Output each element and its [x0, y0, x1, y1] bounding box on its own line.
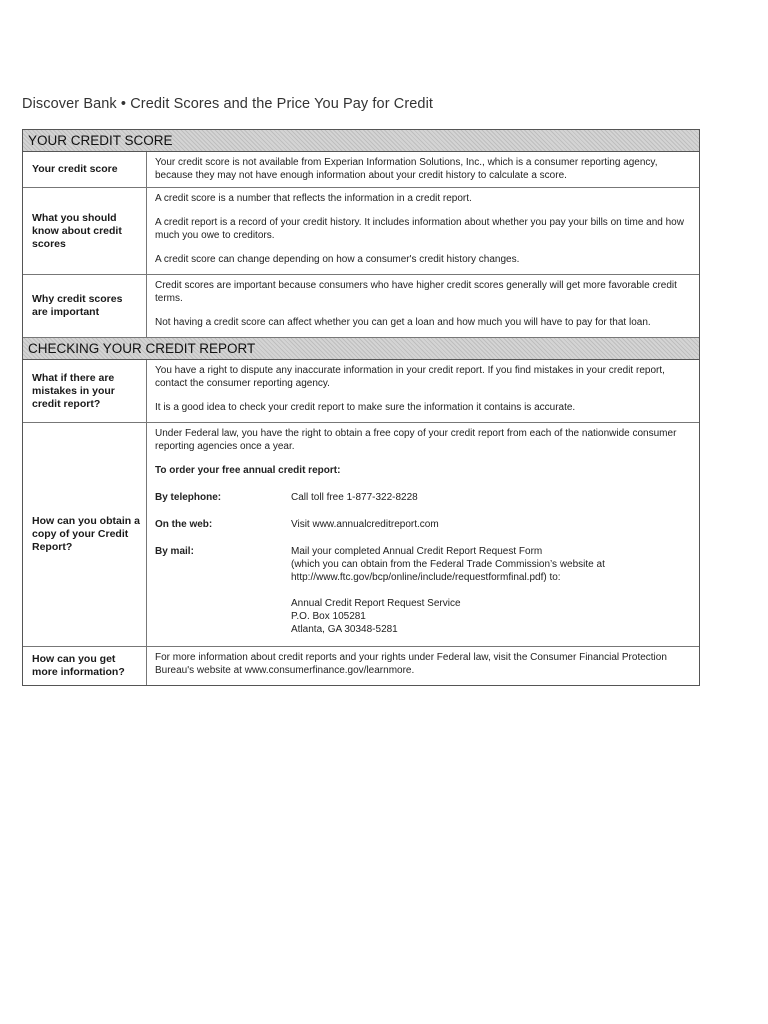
- row-content: [147, 647, 699, 685]
- table-row: [23, 423, 699, 647]
- row-content: [147, 188, 699, 274]
- paragraph: It is a good idea to check your credit report to make sure the information it contains is accurate.: [155, 402, 576, 413]
- row-content: [147, 360, 699, 422]
- mail-address: Atlanta, GA 30348-5281: [291, 624, 398, 635]
- table-row: [23, 360, 699, 423]
- paragraph: You have a right to dispute any inaccurate information in your credit report. If you find mistakes in your credit report, contact the consumer reporting agency.: [155, 365, 665, 389]
- web-address: Visit www.annualcreditreport.com: [291, 519, 439, 530]
- mail-text: (which you can obtain from the Federal Trade Commission’s website at: [291, 559, 605, 570]
- mail-text: http://www.ftc.gov/bcp/online/include/requestformfinal.pdf) to:: [291, 572, 561, 583]
- table-row: [23, 275, 699, 338]
- paragraph: A credit score can change depending on how a consumer's credit history changes.: [155, 254, 520, 265]
- row-content: [147, 275, 699, 337]
- phone-number: Call toll free 1-877-322-8228: [291, 492, 418, 503]
- method-label: On the web:: [155, 519, 213, 530]
- table-row: [23, 647, 699, 685]
- row-label: How can you get more information?: [23, 647, 147, 685]
- mail-line: [155, 545, 691, 636]
- row-label: Why credit scores are important: [23, 275, 147, 337]
- web-line: [155, 518, 691, 531]
- row-content: [147, 152, 699, 187]
- paragraph: Not having a credit score can affect whether you can get a loan and how much you will have to pay for that loan.: [155, 317, 651, 328]
- page-title: Discover Bank • Credit Scores and the Price You Pay for Credit: [22, 96, 434, 112]
- mail-address: P.O. Box 105281: [291, 611, 366, 622]
- paragraph: Your credit score is not available from Experian Information Solutions, Inc., which is a consumer reporting agency, because they may not have enough information about your credit history to calculate a score.: [155, 157, 658, 181]
- mail-address: Annual Credit Report Request Service: [291, 598, 461, 609]
- method-label: By mail:: [155, 546, 194, 557]
- order-heading: To order your free annual credit report:: [155, 465, 341, 476]
- disclosure-table: [22, 129, 700, 686]
- section-header-credit-score: YOUR CREDIT SCORE: [23, 130, 699, 152]
- row-label: What if there are mistakes in your credit report?: [23, 360, 147, 422]
- mail-text: Mail your completed Annual Credit Report Request Form: [291, 546, 543, 557]
- row-content: [147, 423, 699, 646]
- table-row: [23, 152, 699, 188]
- paragraph: For more information about credit reports and your rights under Federal law, visit the Consumer Financial Protection Bureau's website at www.consumerfinance.gov/learnmore.: [155, 652, 667, 676]
- row-label: How can you obtain a copy of your Credit Report?: [23, 423, 147, 646]
- paragraph: Credit scores are important because consumers who have higher credit scores generally will get more favorable credit terms.: [155, 280, 677, 304]
- method-label: By telephone:: [155, 492, 222, 503]
- paragraph: A credit report is a record of your credit history. It includes information about whether you pay your bills on time and how much you owe to creditors.: [155, 217, 684, 241]
- paragraph: Under Federal law, you have the right to obtain a free copy of your credit report from each of the nationwide consumer reporting agencies once a year.: [155, 428, 677, 452]
- paragraph: A credit score is a number that reflects the information in a credit report.: [155, 193, 472, 204]
- mail-detail: [291, 545, 691, 636]
- table-row: [23, 188, 699, 275]
- telephone-line: [155, 491, 691, 504]
- section-header-checking-report: CHECKING YOUR CREDIT REPORT: [23, 338, 699, 360]
- row-label: What you should know about credit scores: [23, 188, 147, 274]
- row-label: Your credit score: [23, 152, 147, 187]
